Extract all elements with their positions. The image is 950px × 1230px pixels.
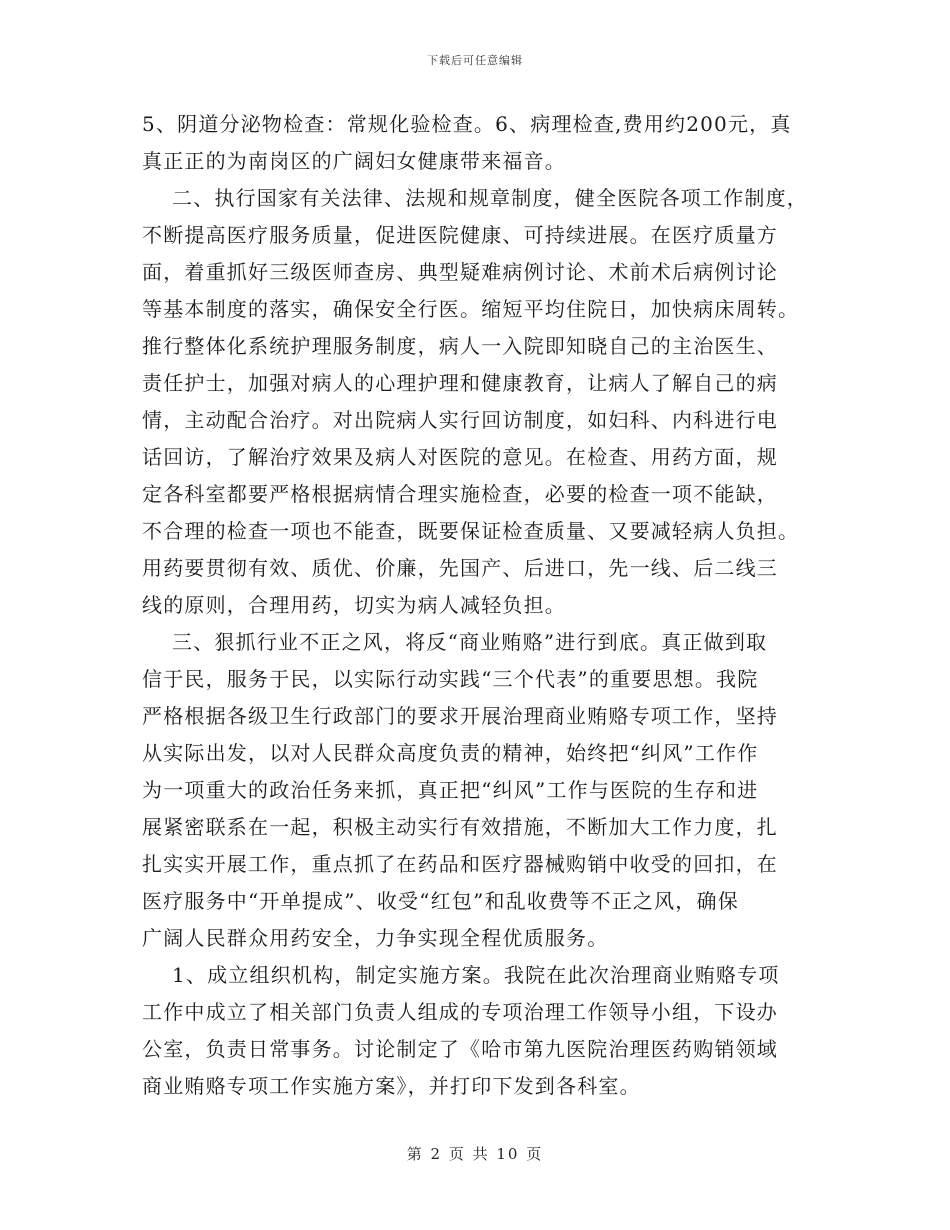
text-line: 面，着重抓好三级医师查房、典型疑难病例讨论、术前术后病例讨论 <box>142 260 778 284</box>
text-line: 公室，负责日常事务。讨论制定了《哈市第九医院治理医药购销领域 <box>142 1037 778 1061</box>
text-line: 定各科室都要严格根据病情合理实施检查，必要的检查一项不能缺， <box>142 482 778 506</box>
document-body <box>142 106 814 1105</box>
text-line: 商业贿赂专项工作实施方案》，并打印下发到各科室。 <box>142 1074 641 1098</box>
text-line: 医疗服务中“开单提成”、收受“红包”和乱收费等不正之风，确保 <box>142 889 739 913</box>
page-header: 下载后可任意编辑 <box>427 54 523 67</box>
text-line: 5、阴道分泌物检查：常规化验检查。6、病理检查,费用约200元，真 <box>142 112 792 136</box>
text-line: 责任护士，加强对病人的心理护理和健康教育，让病人了解自己的病 <box>142 371 778 395</box>
text-line: 等基本制度的落实，确保安全行医。缩短平均住院日，加快病床周转。 <box>142 297 800 321</box>
text-line: 从实际出发，以对人民群众高度负责的精神，始终把“纠风”工作作 <box>142 741 759 765</box>
text-line: 线的原则，合理用药，切实为病人减轻负担。 <box>142 593 566 617</box>
text-line: 话回访，了解治疗效果及病人对医院的意见。在检查、用药方面，规 <box>142 445 778 469</box>
text-line: 不断提高医疗服务质量，促进医院健康、可持续进展。在医疗质量方 <box>142 223 778 247</box>
text-line: 不合理的检查一项也不能查，既要保证检查质量、又要减轻病人负担。 <box>142 519 800 543</box>
text-line: 推行整体化系统护理服务制度，病人一入院即知晓自己的主治医生、 <box>142 334 778 358</box>
text-line: 情，主动配合治疗。对出院病人实行回访制度，如妇科、内科进行电 <box>142 408 778 432</box>
text-line: 信于民，服务于民，以实际行动实践“三个代表”的重要思想。我院 <box>142 667 759 691</box>
text-line: 展紧密联系在一起，积极主动实行有效措施，不断加大工作力度，扎 <box>142 815 778 839</box>
text-line: 扎实实开展工作，重点抓了在药品和医疗器械购销中收受的回扣，在 <box>142 852 778 876</box>
page-number: 第 2 页 共 10 页 <box>406 1145 544 1163</box>
text-line: 真正正的为南岗区的广阔妇女健康带来福音。 <box>142 149 566 173</box>
paragraph-start-line: 1、成立组织机构，制定实施方案。我院在此次治理商业贿赂专项 <box>172 963 780 987</box>
text-line: 为一项重大的政治任务来抓，真正把“纠风”工作与医院的生存和进 <box>142 778 759 802</box>
paragraph-start-line: 三、狠抓行业不正之风，将反“商业贿赂”进行到底。真正做到取 <box>172 630 768 654</box>
text-line: 工作中成立了相关部门负责人组成的专项治理工作领导小组，下设办 <box>142 1000 778 1024</box>
text-line: 严格根据各级卫生行政部门的要求开展治理商业贿赂专项工作，坚持 <box>142 704 778 728</box>
text-line: 广阔人民群众用药安全，力争实现全程优质服务。 <box>142 926 609 950</box>
text-line: 用药要贯彻有效、质优、价廉，先国产、后进口，先一线、后二线三 <box>142 556 778 580</box>
paragraph-start-line: 二、执行国家有关法律、法规和规章制度，健全医院各项工作制度， <box>172 186 808 210</box>
